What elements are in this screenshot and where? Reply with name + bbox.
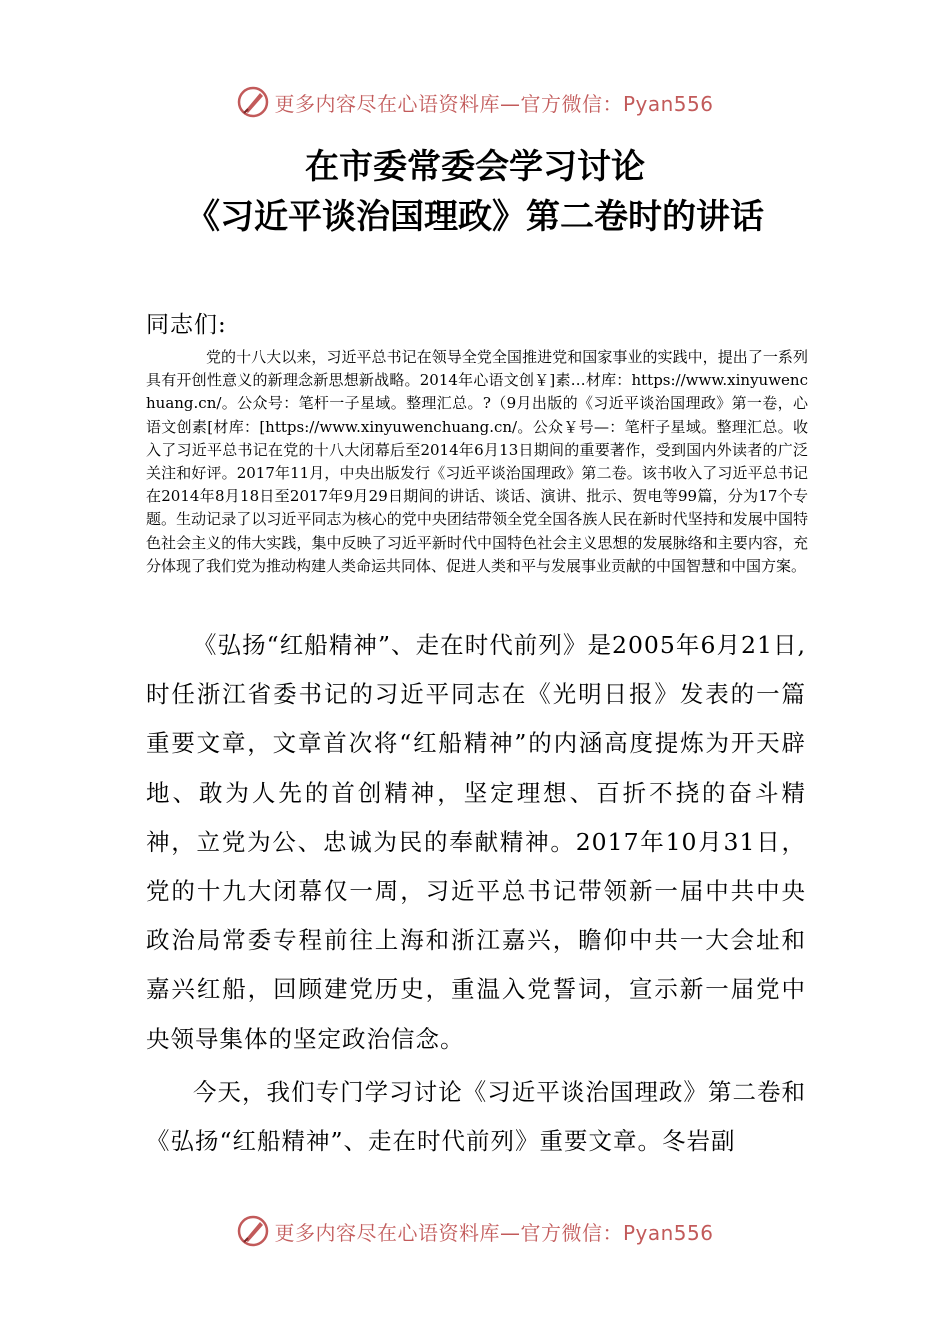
quill-logo-icon [236,85,270,119]
banner-text: 更多内容尽在心语资料库—官方微信：Pyan556 [274,91,714,116]
banner-text: 更多内容尽在心语资料库—官方微信：Pyan556 [274,1220,714,1245]
footer-banner [0,1211,950,1251]
intro-paragraph: 党的十八大以来，习近平总书记在领导全党全国推进党和国家事业的实践中，提出了一系列具有开创性意义的新理念新思想新战略。2014年心语文创￥]素…材库：https://www.xinyuwenchuang.cn/。公众号：笔杆一子星域。整理汇总。?（9月出版的《习近平谈治国理政》第一卷，心语文创素[材库：[https://www.xinyuwenchuang.cn/。公众￥号—：笔杆子星域。整理汇总。收入了习近平总书记在党的十八大闭幕后至2014年6月13日期间的重要著作，受到国内外读者的广泛关注和好评。2017年11月，中央出版发行《习近平谈治国理政》第二卷。该书收入了习近平总书记在2014年8月18日至2017年9月29日期间的讲话、谈话、演讲、批示、贺电等99篇，分为17个专题。生动记录了以习近平同志为核心的党中央团结带领全党全国各族人民在新时代坚持和发展中国特色社会主义的伟大实践，集中反映了习近平新时代中国特色社会主义思想的发展脉络和主要内容，充分体现了我们党为推动构建人类命运共同体、促进人类和平与发展事业贡献的中国智慧和中国方案。 [146,348,808,575]
salutation: 同志们: [146,312,227,338]
body-paragraph-1: 《弘扬“红船精神”、走在时代前列》是2005年6月21日,时任浙江省委书记的习近平同志在《光明日报》发表的一篇重要文章，文章首次将“红船精神”的内涵高度提炼为开天辟地、敢为人先的首创精神，坚定理想、百折不挠的奋斗精神，立党为公、忠诚为民的奉献精神。2017年10月31日，党的十九大闭幕仅一周，习近平总书记带领新一届中共中央政治局常委专程前往上海和浙江嘉兴，瞻仰中共一大会址和嘉兴红船，回顾建党历史，重温入党誓词，宣示新一届党中央领导集体的坚定政治信念。 [146,631,806,1053]
page-title-line2: 《习近平谈治国理政》第二卷时的讲话 [186,197,764,237]
header-banner [0,82,950,122]
body-paragraph-2: 今天，我们专门学习讨论《习近平谈治国理政》第二卷和《弘扬“红船精神”、走在时代前列》重要文章。冬岩副 [146,1078,806,1156]
page-title-line1: 在市委常委会学习讨论 [305,147,645,187]
quill-logo-icon [236,1214,270,1248]
